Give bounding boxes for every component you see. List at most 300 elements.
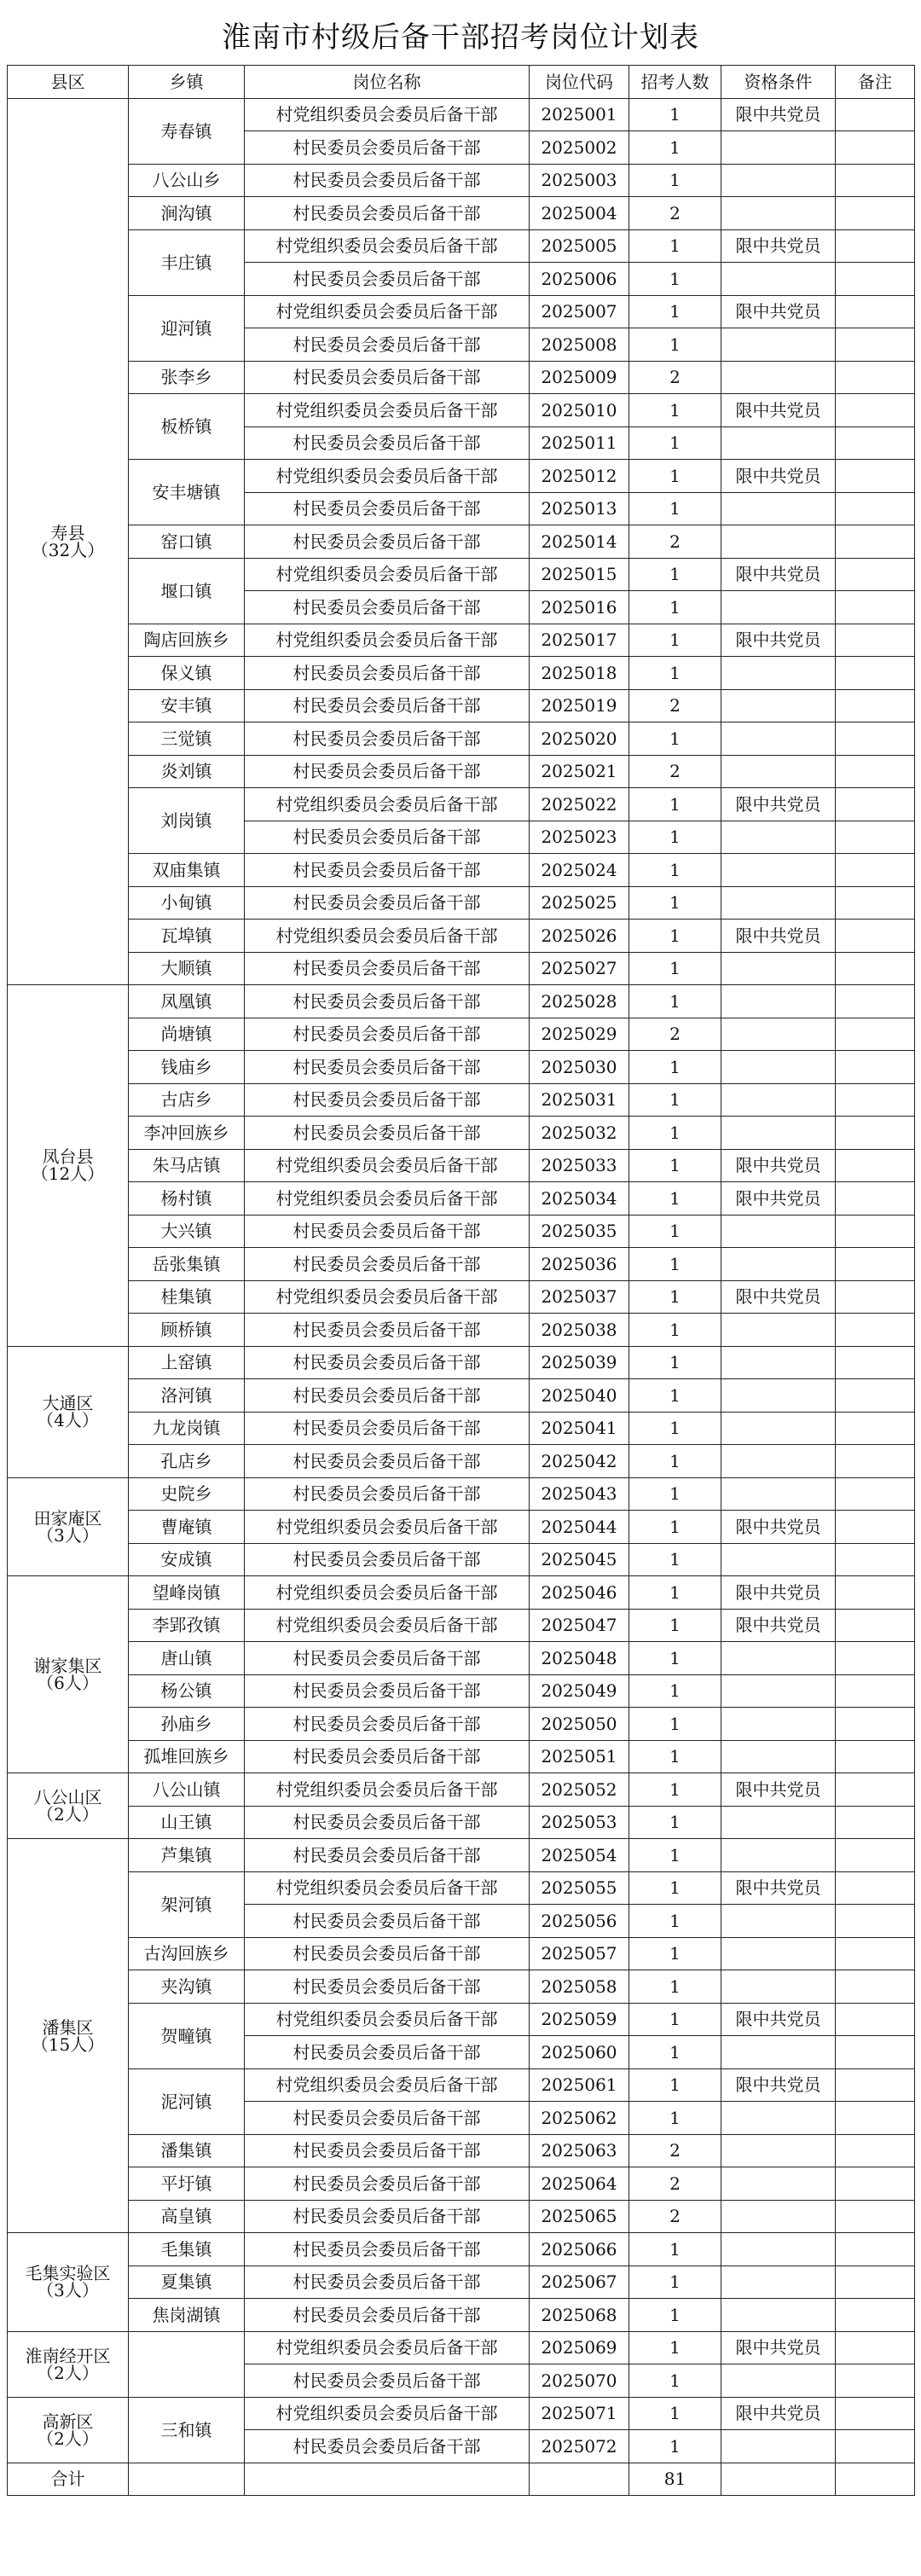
table-row [8, 2167, 915, 2201]
town-cell: 李郢孜镇 [129, 1609, 245, 1642]
town-cell: 八公山乡 [129, 164, 245, 197]
post-code-cell: 2025070 [530, 2364, 629, 2398]
recruit-count-cell: 1 [629, 2331, 721, 2364]
qualification-cell [721, 722, 836, 756]
post-code-cell: 2025011 [530, 426, 629, 460]
header-post-code: 岗位代码 [530, 66, 629, 99]
table-row [8, 2200, 915, 2233]
post-title-cell: 村民委员会委员后备干部 [245, 1708, 530, 1741]
table-row [8, 1117, 915, 1150]
qualification-cell [721, 2266, 836, 2299]
town-cell: 安丰塘镇 [129, 460, 245, 525]
header-post-title: 岗位名称 [245, 66, 530, 99]
qualification-cell [721, 591, 836, 624]
recruit-count-cell: 1 [629, 2102, 721, 2135]
town-cell: 夹沟镇 [129, 1970, 245, 2004]
recruit-count-cell: 1 [629, 2430, 721, 2463]
qualification-cell: 限中共党员 [721, 1182, 836, 1215]
town-cell: 丰庄镇 [129, 229, 245, 295]
table-row [8, 854, 915, 887]
town-cell: 泥河镇 [129, 2068, 245, 2134]
remarks-cell [836, 985, 915, 1018]
qualification-cell: 限中共党员 [721, 1576, 836, 1610]
post-code-cell: 2025018 [530, 657, 629, 690]
recruit-count-cell: 1 [629, 1149, 721, 1182]
table-row [8, 2068, 915, 2102]
qualification-cell [721, 689, 836, 722]
remarks-cell [836, 295, 915, 328]
header-recruit-count: 招考人数 [629, 66, 721, 99]
remarks-cell [836, 1839, 915, 1872]
recruit-count-cell: 1 [629, 1379, 721, 1413]
town-cell: 小甸镇 [129, 886, 245, 920]
post-title-cell: 村民委员会委员后备干部 [245, 952, 530, 985]
post-code-cell: 2025033 [530, 1149, 629, 1182]
post-title-cell: 村民委员会委员后备干部 [245, 1674, 530, 1708]
table-row [8, 952, 915, 985]
table-row [8, 197, 915, 230]
town-cell: 芦集镇 [129, 1839, 245, 1872]
post-code-cell: 2025024 [530, 854, 629, 887]
town-cell: 迎河镇 [129, 295, 245, 361]
post-title-cell: 村党组织委员会委员后备干部 [245, 558, 530, 591]
remarks-cell [836, 657, 915, 690]
recruit-count-cell: 1 [629, 98, 721, 131]
recruit-count-cell: 1 [629, 821, 721, 854]
qualification-cell: 限中共党员 [721, 98, 836, 131]
town-cell: 高皇镇 [129, 2200, 245, 2233]
qualification-cell [721, 2102, 836, 2135]
remarks-cell [836, 1215, 915, 1248]
town-cell: 三和镇 [129, 2397, 245, 2463]
qualification-cell: 限中共党员 [721, 788, 836, 821]
table-row [8, 1576, 915, 1610]
post-title-cell: 村党组织委员会委员后备干部 [245, 98, 530, 131]
post-code-cell: 2025016 [530, 591, 629, 624]
post-code-cell: 2025003 [530, 164, 629, 197]
table-body [8, 98, 915, 2463]
remarks-cell [836, 2102, 915, 2135]
recruit-count-cell: 1 [629, 854, 721, 887]
recruit-count-cell: 1 [629, 624, 721, 657]
town-cell: 曹庵镇 [129, 1511, 245, 1544]
table-row [8, 1248, 915, 1281]
table-row [8, 1149, 915, 1182]
county-name: 谢家集区 [33, 1656, 102, 1676]
post-title-cell: 村民委员会委员后备干部 [245, 426, 530, 460]
post-code-cell: 2025014 [530, 525, 629, 559]
post-title-cell: 村民委员会委员后备干部 [245, 131, 530, 165]
qualification-cell [721, 1051, 836, 1084]
post-title-cell: 村民委员会委员后备干部 [245, 2167, 530, 2201]
remarks-cell [836, 525, 915, 559]
recruit-count-cell: 1 [629, 229, 721, 263]
post-title-cell: 村民委员会委员后备干部 [245, 1905, 530, 1938]
post-code-cell: 2025067 [530, 2266, 629, 2299]
town-cell: 杨公镇 [129, 1674, 245, 1708]
town-cell: 李冲回族乡 [129, 1117, 245, 1150]
post-code-cell: 2025009 [530, 361, 629, 394]
qualification-cell [721, 1806, 836, 1839]
post-title-cell: 村民委员会委员后备干部 [245, 1248, 530, 1281]
town-cell: 八公山镇 [129, 1773, 245, 1807]
recruit-count-cell: 1 [629, 1708, 721, 1741]
table-row [8, 1215, 915, 1248]
table-row [8, 1511, 915, 1544]
total-empty-cell [721, 2463, 836, 2496]
table-row [8, 1412, 915, 1445]
qualification-cell [721, 2430, 836, 2463]
county-cell [8, 1839, 129, 2233]
recruit-count-cell: 1 [629, 1477, 721, 1511]
qualification-cell [721, 1543, 836, 1576]
remarks-cell [836, 1708, 915, 1741]
qualification-cell: 限中共党员 [721, 229, 836, 263]
recruit-count-cell: 2 [629, 755, 721, 788]
county-name: 潘集区 [42, 2016, 94, 2038]
recruit-count-cell: 1 [629, 460, 721, 493]
recruit-count-cell: 2 [629, 1018, 721, 1051]
remarks-cell [836, 1314, 915, 1347]
remarks-cell [836, 2200, 915, 2233]
post-code-cell: 2025030 [530, 1051, 629, 1084]
remarks-cell [836, 2331, 915, 2364]
qualification-cell [721, 1083, 836, 1117]
qualification-cell [721, 525, 836, 559]
town-cell: 桂集镇 [129, 1280, 245, 1314]
remarks-cell [836, 98, 915, 131]
town-cell: 瓦埠镇 [129, 920, 245, 953]
town-cell: 涧沟镇 [129, 197, 245, 230]
remarks-cell [836, 2134, 915, 2167]
recruit-count-cell: 1 [629, 1543, 721, 1576]
recruit-count-cell: 1 [629, 164, 721, 197]
remarks-cell [836, 1937, 915, 1970]
town-cell: 三觉镇 [129, 722, 245, 756]
qualification-cell [721, 1379, 836, 1413]
table-row [8, 361, 915, 394]
post-code-cell: 2025010 [530, 394, 629, 427]
post-code-cell: 2025041 [530, 1412, 629, 1445]
post-title-cell: 村党组织委员会委员后备干部 [245, 788, 530, 821]
qualification-cell [721, 2200, 836, 2233]
recruit-count-cell: 1 [629, 394, 721, 427]
town-cell: 杨村镇 [129, 1182, 245, 1215]
qualification-cell [721, 1970, 836, 2004]
post-code-cell: 2025017 [530, 624, 629, 657]
post-title-cell: 村党组织委员会委员后备干部 [245, 229, 530, 263]
remarks-cell [836, 821, 915, 854]
post-code-cell: 2025005 [530, 229, 629, 263]
qualification-cell [721, 2364, 836, 2398]
county-cell [8, 1576, 129, 1773]
post-title-cell: 村党组织委员会委员后备干部 [245, 1871, 530, 1905]
recruit-count-cell: 1 [629, 1609, 721, 1642]
remarks-cell [836, 164, 915, 197]
county-name: 凤台县 [42, 1146, 94, 1168]
town-cell: 孔店乡 [129, 1445, 245, 1478]
post-title-cell: 村党组织委员会委员后备干部 [245, 2331, 530, 2364]
table-row [8, 1674, 915, 1708]
post-title-cell: 村民委员会委员后备干部 [245, 1839, 530, 1872]
town-cell: 史院乡 [129, 1477, 245, 1511]
county-cell [8, 98, 129, 985]
post-code-cell: 2025001 [530, 98, 629, 131]
total-empty-cell [530, 2463, 629, 2496]
remarks-cell [836, 1642, 915, 1675]
recruit-count-cell: 1 [629, 1674, 721, 1708]
recruit-count-cell: 1 [629, 1740, 721, 1773]
recruit-count-cell: 1 [629, 2233, 721, 2266]
recruit-count-cell: 1 [629, 788, 721, 821]
remarks-cell [836, 1511, 915, 1544]
remarks-cell [836, 2266, 915, 2299]
post-title-cell: 村党组织委员会委员后备干部 [245, 460, 530, 493]
post-code-cell: 2025027 [530, 952, 629, 985]
remarks-cell [836, 1905, 915, 1938]
qualification-cell: 限中共党员 [721, 624, 836, 657]
post-title-cell: 村民委员会委员后备干部 [245, 722, 530, 756]
table-row [8, 2397, 915, 2430]
remarks-cell [836, 1740, 915, 1773]
recruit-count-cell: 1 [629, 1280, 721, 1314]
post-code-cell: 2025034 [530, 1182, 629, 1215]
remarks-cell [836, 1346, 915, 1379]
recruit-count-cell: 1 [629, 1346, 721, 1379]
recruit-count-cell: 1 [629, 2068, 721, 2102]
table-row [8, 1083, 915, 1117]
town-cell: 双庙集镇 [129, 854, 245, 887]
post-title-cell: 村民委员会委员后备干部 [245, 525, 530, 559]
post-title-cell: 村民委员会委员后备干部 [245, 1379, 530, 1413]
county-count: （3人） [37, 1524, 99, 1546]
town-cell: 安成镇 [129, 1543, 245, 1576]
remarks-cell [836, 952, 915, 985]
remarks-cell [836, 2430, 915, 2463]
town-cell: 望峰岗镇 [129, 1576, 245, 1610]
town-cell: 尚塘镇 [129, 1018, 245, 1051]
county-count: （2人） [37, 2362, 99, 2383]
total-empty-cell [245, 2463, 530, 2496]
recruit-count-cell: 1 [629, 1412, 721, 1445]
qualification-cell [721, 2134, 836, 2167]
recruit-count-cell: 1 [629, 492, 721, 525]
county-count: （6人） [37, 1673, 99, 1693]
table-row [8, 1346, 915, 1379]
post-title-cell: 村民委员会委员后备干部 [245, 1642, 530, 1675]
post-code-cell: 2025040 [530, 1379, 629, 1413]
recruit-count-cell: 1 [629, 1806, 721, 1839]
qualification-cell [721, 1905, 836, 1938]
qualification-cell: 限中共党员 [721, 1511, 836, 1544]
qualification-cell [721, 197, 836, 230]
recruit-count-cell: 1 [629, 1445, 721, 1478]
table-row [8, 2299, 915, 2332]
qualification-cell [721, 985, 836, 1018]
town-cell: 古沟回族乡 [129, 1937, 245, 1970]
county-name: 毛集实验区 [25, 2263, 111, 2284]
table-row [8, 558, 915, 591]
town-cell: 大兴镇 [129, 1215, 245, 1248]
table-row [8, 886, 915, 920]
qualification-cell: 限中共党员 [721, 1280, 836, 1314]
qualification-cell [721, 1674, 836, 1708]
qualification-cell [721, 492, 836, 525]
county-count: （4人） [37, 1410, 99, 1430]
town-cell: 平圩镇 [129, 2167, 245, 2201]
qualification-cell [721, 952, 836, 985]
county-count: （12人） [31, 1163, 105, 1185]
remarks-cell [836, 755, 915, 788]
post-title-cell: 村民委员会委员后备干部 [245, 164, 530, 197]
qualification-cell: 限中共党员 [721, 2003, 836, 2036]
town-cell: 古店乡 [129, 1083, 245, 1117]
table-row [8, 525, 915, 559]
table-row [8, 1740, 915, 1773]
post-code-cell: 2025038 [530, 1314, 629, 1347]
town-cell: 朱马店镇 [129, 1149, 245, 1182]
header-town: 乡镇 [129, 66, 245, 99]
town-cell: 钱庙乡 [129, 1051, 245, 1084]
recruit-count-cell: 1 [629, 722, 721, 756]
post-title-cell: 村党组织委员会委员后备干部 [245, 295, 530, 328]
post-title-cell: 村民委员会委员后备干部 [245, 2233, 530, 2266]
recruit-count-cell: 2 [629, 2167, 721, 2201]
county-name: 寿县 [50, 522, 85, 543]
qualification-cell [721, 164, 836, 197]
town-cell: 张李乡 [129, 361, 245, 394]
post-title-cell: 村民委员会委员后备干部 [245, 263, 530, 296]
qualification-cell [721, 1445, 836, 1478]
post-title-cell: 村民委员会委员后备干部 [245, 886, 530, 920]
post-code-cell: 2025032 [530, 1117, 629, 1150]
recruit-count-cell: 1 [629, 426, 721, 460]
post-code-cell: 2025042 [530, 1445, 629, 1478]
table-row [8, 2331, 915, 2364]
post-title-cell: 村民委员会委员后备干部 [245, 2036, 530, 2069]
recruit-count-cell: 1 [629, 952, 721, 985]
recruit-count-cell: 1 [629, 558, 721, 591]
remarks-cell [836, 722, 915, 756]
remarks-cell [836, 1182, 915, 1215]
town-cell: 贺疃镇 [129, 2003, 245, 2068]
post-code-cell: 2025052 [530, 1773, 629, 1807]
post-code-cell: 2025043 [530, 1477, 629, 1511]
recruit-count-cell: 1 [629, 1576, 721, 1610]
remarks-cell [836, 1379, 915, 1413]
post-title-cell: 村党组织委员会委员后备干部 [245, 1182, 530, 1215]
post-title-cell: 村民委员会委员后备干部 [245, 821, 530, 854]
qualification-cell: 限中共党员 [721, 1871, 836, 1905]
post-title-cell: 村民委员会委员后备干部 [245, 689, 530, 722]
table-row [8, 624, 915, 657]
table-row [8, 2266, 915, 2299]
qualification-cell [721, 1937, 836, 1970]
table-row [8, 2134, 915, 2167]
qualification-cell: 限中共党员 [721, 1149, 836, 1182]
remarks-cell [836, 263, 915, 296]
town-cell: 洛河镇 [129, 1379, 245, 1413]
recruit-count-cell: 1 [629, 591, 721, 624]
county-cell [8, 2233, 129, 2332]
recruit-count-cell: 1 [629, 1642, 721, 1675]
town-cell: 夏集镇 [129, 2266, 245, 2299]
post-title-cell: 村民委员会委员后备干部 [245, 1018, 530, 1051]
post-code-cell: 2025015 [530, 558, 629, 591]
qualification-cell: 限中共党员 [721, 1609, 836, 1642]
post-title-cell: 村民委员会委员后备干部 [245, 2200, 530, 2233]
qualification-cell: 限中共党员 [721, 920, 836, 953]
table-row [8, 1839, 915, 1872]
remarks-cell [836, 558, 915, 591]
remarks-cell [836, 1248, 915, 1281]
remarks-cell [836, 689, 915, 722]
recruit-count-cell: 1 [629, 886, 721, 920]
town-cell: 窑口镇 [129, 525, 245, 559]
post-title-cell: 村民委员会委员后备干部 [245, 2299, 530, 2332]
post-code-cell: 2025022 [530, 788, 629, 821]
county-cell [8, 1477, 129, 1576]
recruit-count-cell: 1 [629, 1051, 721, 1084]
post-title-cell: 村民委员会委员后备干部 [245, 755, 530, 788]
post-code-cell: 2025039 [530, 1346, 629, 1379]
qualification-cell [721, 1215, 836, 1248]
table-row [8, 1477, 915, 1511]
post-code-cell: 2025060 [530, 2036, 629, 2069]
post-code-cell: 2025050 [530, 1708, 629, 1741]
table-row [8, 1806, 915, 1839]
post-title-cell: 村党组织委员会委员后备干部 [245, 1280, 530, 1314]
recruit-count-cell: 1 [629, 1117, 721, 1150]
recruit-count-cell: 2 [629, 197, 721, 230]
remarks-cell [836, 426, 915, 460]
table-row [8, 1445, 915, 1478]
remarks-cell [836, 886, 915, 920]
post-title-cell: 村民委员会委员后备干部 [245, 2430, 530, 2463]
total-empty-cell [836, 2463, 915, 2496]
county-name: 八公山区 [33, 1787, 102, 1807]
qualification-cell [721, 2299, 836, 2332]
post-title-cell: 村党组织委员会委员后备干部 [245, 2068, 530, 2102]
table-row [8, 1970, 915, 2004]
remarks-cell [836, 131, 915, 165]
remarks-cell [836, 1576, 915, 1610]
remarks-cell [836, 2299, 915, 2332]
qualification-cell [721, 886, 836, 920]
town-cell: 寿春镇 [129, 98, 245, 164]
town-cell: 岳张集镇 [129, 1248, 245, 1281]
remarks-cell [836, 2003, 915, 2036]
remarks-cell [836, 1773, 915, 1807]
post-title-cell: 村民委员会委员后备干部 [245, 2266, 530, 2299]
post-title-cell: 村民委员会委员后备干部 [245, 1215, 530, 1248]
qualification-cell [721, 1314, 836, 1347]
town-cell: 潘集镇 [129, 2134, 245, 2167]
post-title-cell: 村民委员会委员后备干部 [245, 1740, 530, 1773]
recruit-count-cell: 2 [629, 2200, 721, 2233]
remarks-cell [836, 624, 915, 657]
table-row [8, 295, 915, 328]
town-cell: 山王镇 [129, 1806, 245, 1839]
post-code-cell: 2025059 [530, 2003, 629, 2036]
post-code-cell: 2025061 [530, 2068, 629, 2102]
recruit-count-cell: 1 [629, 2036, 721, 2069]
post-code-cell: 2025025 [530, 886, 629, 920]
town-cell: 九龙岗镇 [129, 1412, 245, 1445]
post-code-cell: 2025045 [530, 1543, 629, 1576]
post-code-cell: 2025031 [530, 1083, 629, 1117]
recruit-count-cell: 1 [629, 1248, 721, 1281]
